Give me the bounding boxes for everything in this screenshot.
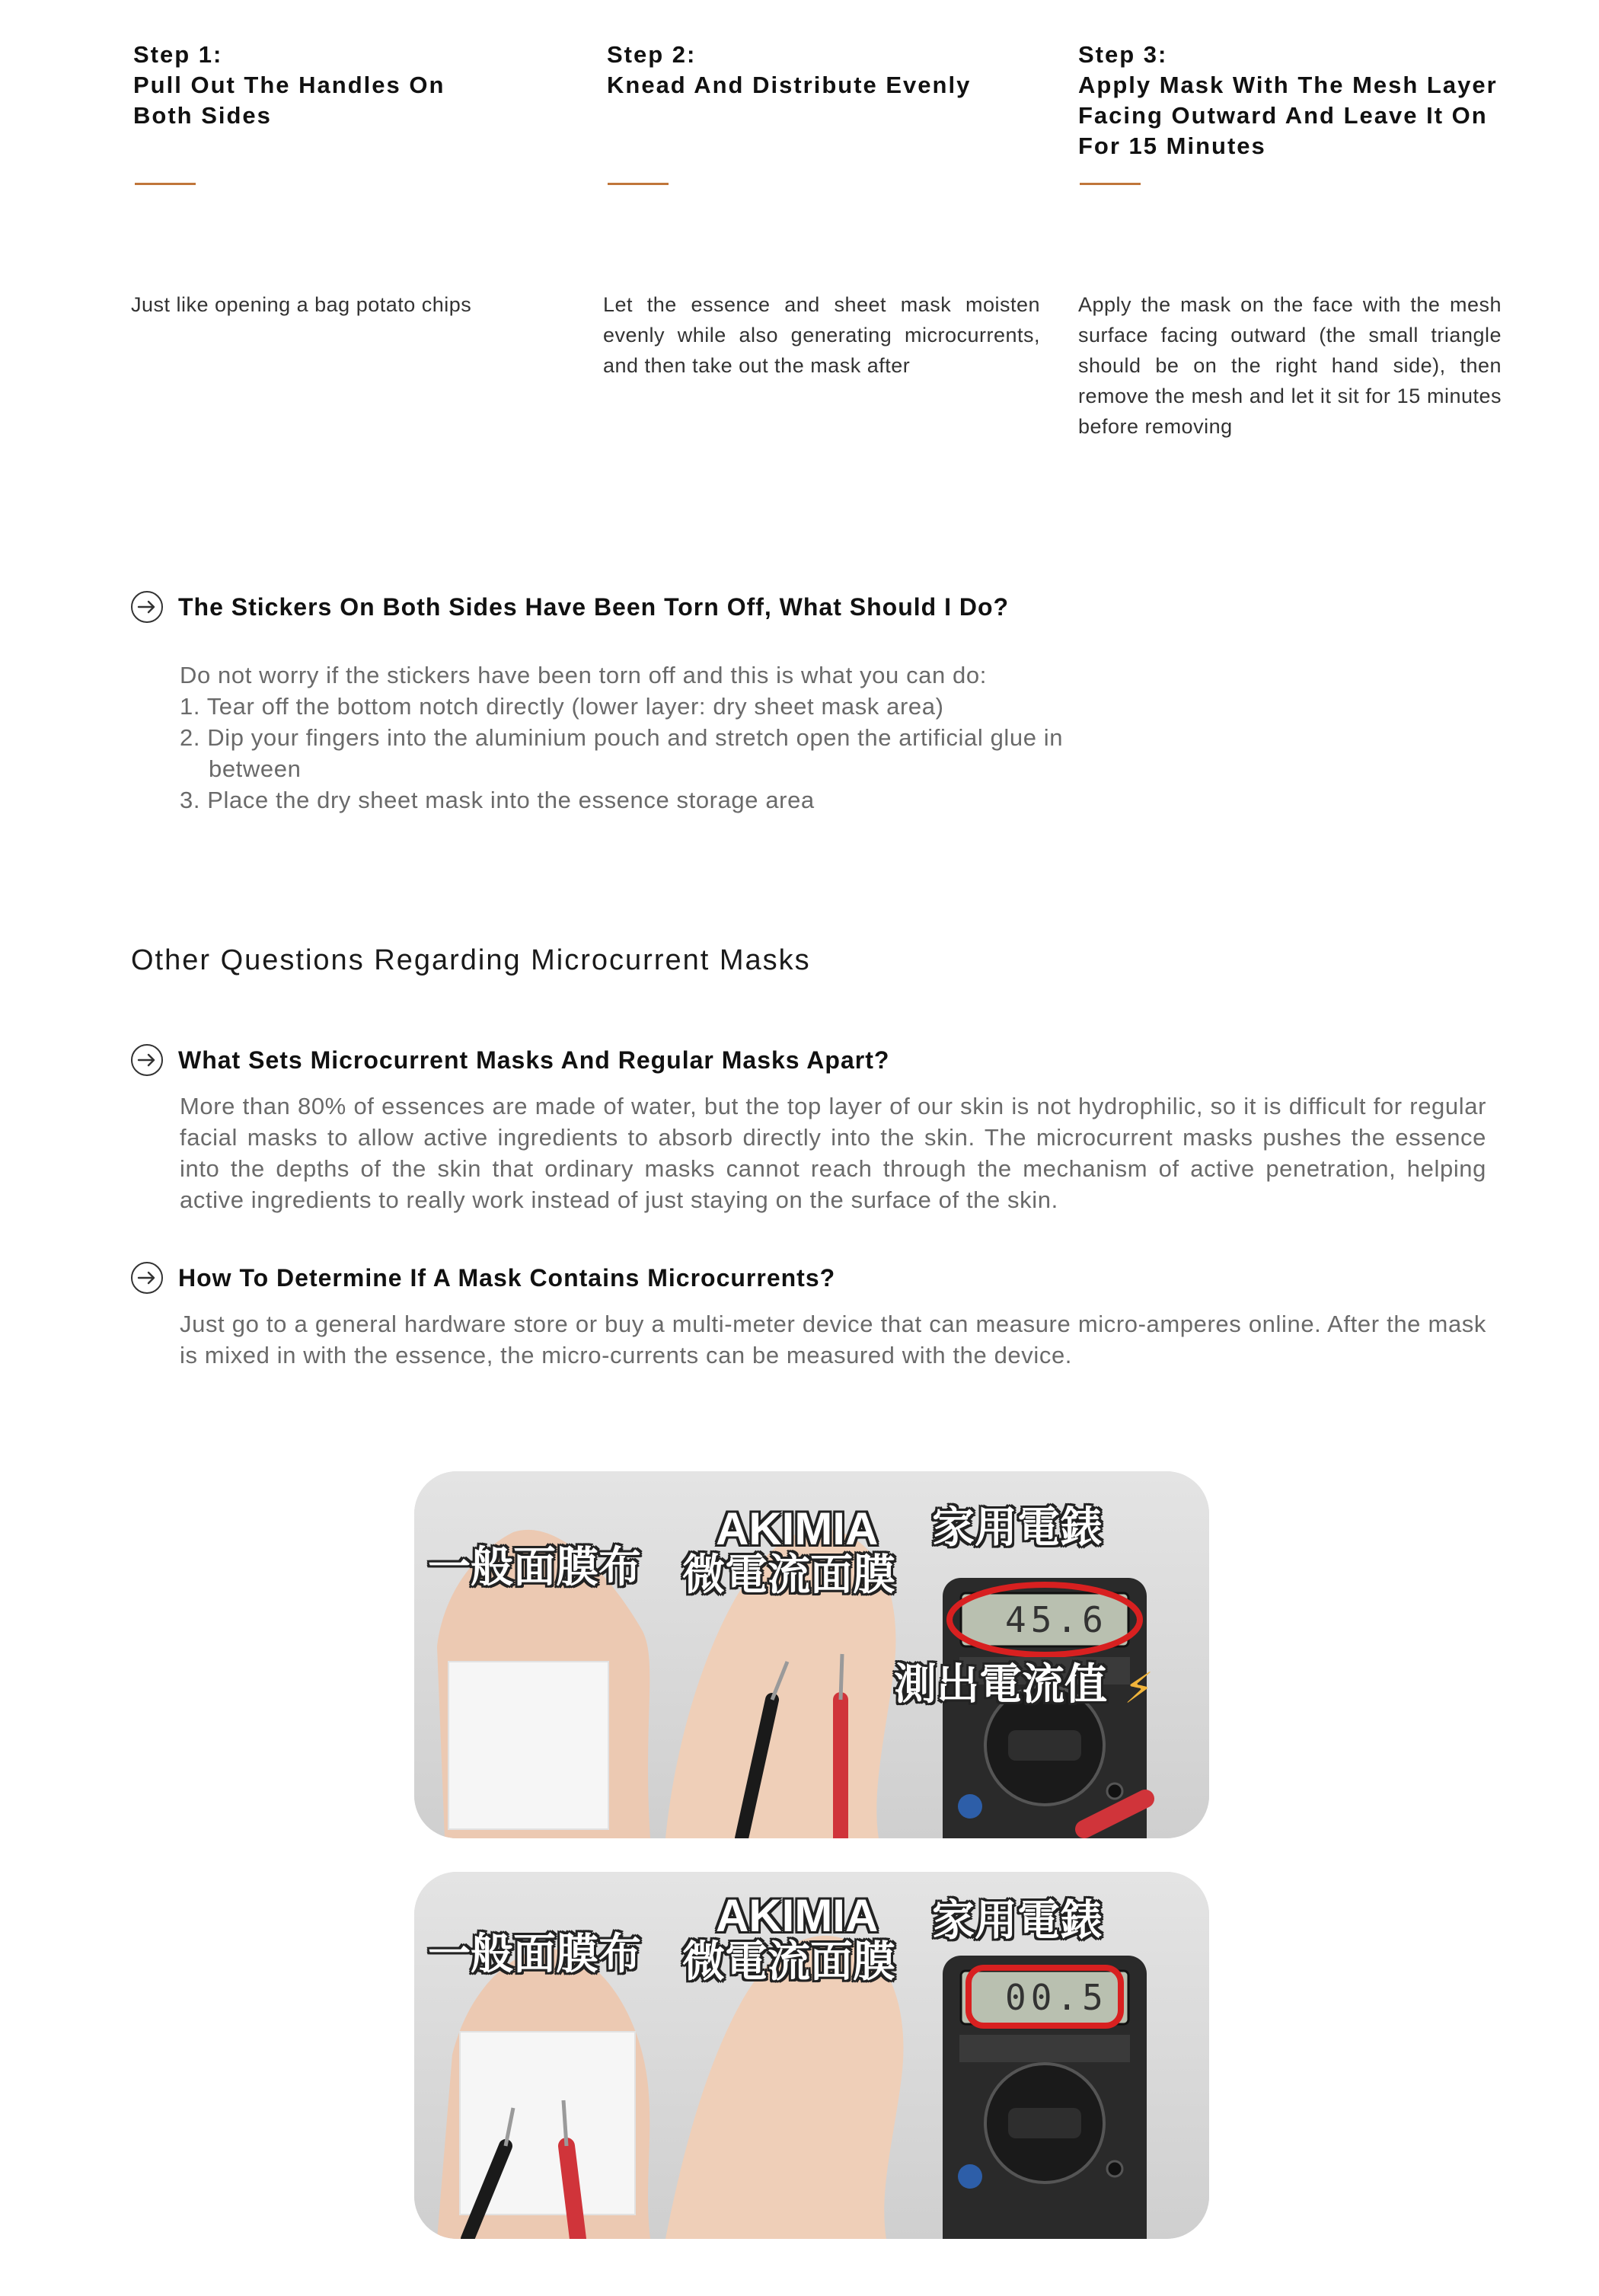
step-2-title: Step 2: Knead And Distribute Evenly xyxy=(607,41,972,98)
faq-answer: Just go to a general hardware store or buy a multi-meter device that can measure micro-amperes online. After the mask is mixed in with the essence, the micro-currents can be measured with the device. xyxy=(180,1311,1486,1368)
faq-question-title: What Sets Microcurrent Masks And Regular Masks Apart? xyxy=(178,1046,890,1074)
photo-1-label-brand: AKIMIA xyxy=(716,1503,879,1554)
step-3-title: Step 3: Apply Mask With The Mesh Layer Facing Outward And Leave It On For 15 Minutes xyxy=(1078,41,1498,159)
multimeter-photo-1 xyxy=(414,1471,1209,1838)
faq-stickers-item: 1. Tear off the bottom notch directly (lower layer: dry sheet mask area) xyxy=(180,693,944,720)
faq-stickers-item: 2. Dip your fingers into the aluminium pouch and stretch open the artificial glue in between xyxy=(180,724,1064,782)
faq-question-title: How To Determine If A Mask Contains Microcurrents? xyxy=(178,1263,836,1292)
photo-2-meter-reading: 00.5 xyxy=(1005,1977,1108,2018)
lightning-icon: ⚡ xyxy=(1124,1664,1154,1712)
faq-stickers-answer xyxy=(180,659,1071,816)
faq-stickers-intro: Do not worry if the stickers have been torn off and this is what you can do: xyxy=(180,662,987,688)
photo-2-label-brand: AKIMIA xyxy=(716,1890,879,1941)
step-3-description: Apply the mask on the face with the mesh surface facing outward (the small triangle should be on the right hand side), then remove the mesh and let it sit for 15 minutes before removing xyxy=(1078,293,1502,438)
step-1-divider xyxy=(135,183,196,185)
photo-1-label-regular: 一般面膜布 xyxy=(428,1543,641,1591)
arrow-right-circle-icon xyxy=(131,591,163,623)
photo-2-label-regular: 一般面膜布 xyxy=(428,1930,641,1978)
faq-answer: More than 80% of essences are made of water, but the top layer of our skin is not hydrophilic, so it is difficult for regular facial masks to allow active ingredients to absorb directly into the skin. The microcurrent masks pushes the essence into the depths of the skin that ordinary masks cannot reach through the mechanism of active penetration, helping active ingredients to really work instead of just staying on the surface of the skin. xyxy=(180,1093,1486,1213)
arrow-right-circle-icon xyxy=(131,1044,163,1076)
faq-question xyxy=(131,1262,835,1294)
multimeter-photo-2 xyxy=(414,1872,1209,2239)
photo-1-label-meter: 家用電錶 xyxy=(932,1503,1103,1551)
step-1-title: Step 1: Pull Out The Handles On Both Sides xyxy=(133,41,445,129)
faq-stickers-item: 3. Place the dry sheet mask into the essence storage area xyxy=(180,787,815,813)
faq-question xyxy=(131,1044,889,1076)
step-2 xyxy=(607,40,1064,101)
photo-2-label-meter: 家用電錶 xyxy=(932,1896,1103,1944)
step-2-divider xyxy=(608,183,669,185)
section-heading: Other Questions Regarding Microcurrent Masks xyxy=(131,944,811,976)
step-3 xyxy=(1078,40,1535,161)
step-1 xyxy=(133,40,590,131)
step-3-divider xyxy=(1080,183,1141,185)
photo-1-label-micro: 微電流面膜 xyxy=(682,1550,895,1598)
arrow-right-circle-icon xyxy=(131,1262,163,1294)
step-1-description: Just like opening a bag potato chips xyxy=(131,293,472,316)
step-2-description: Let the essence and sheet mask moisten evenly while also generating microcurrents, and then take out the mask after xyxy=(603,293,1040,377)
faq-stickers-title: The Stickers On Both Sides Have Been Torn Off, What Should I Do? xyxy=(178,592,1010,621)
faq-stickers-question xyxy=(131,591,1009,623)
photo-1-label-measure: 測出電流值 xyxy=(894,1660,1107,1708)
photo-1-meter-reading: 45.6 xyxy=(1005,1599,1108,1640)
photo-2-label-micro: 微電流面膜 xyxy=(682,1937,895,1985)
